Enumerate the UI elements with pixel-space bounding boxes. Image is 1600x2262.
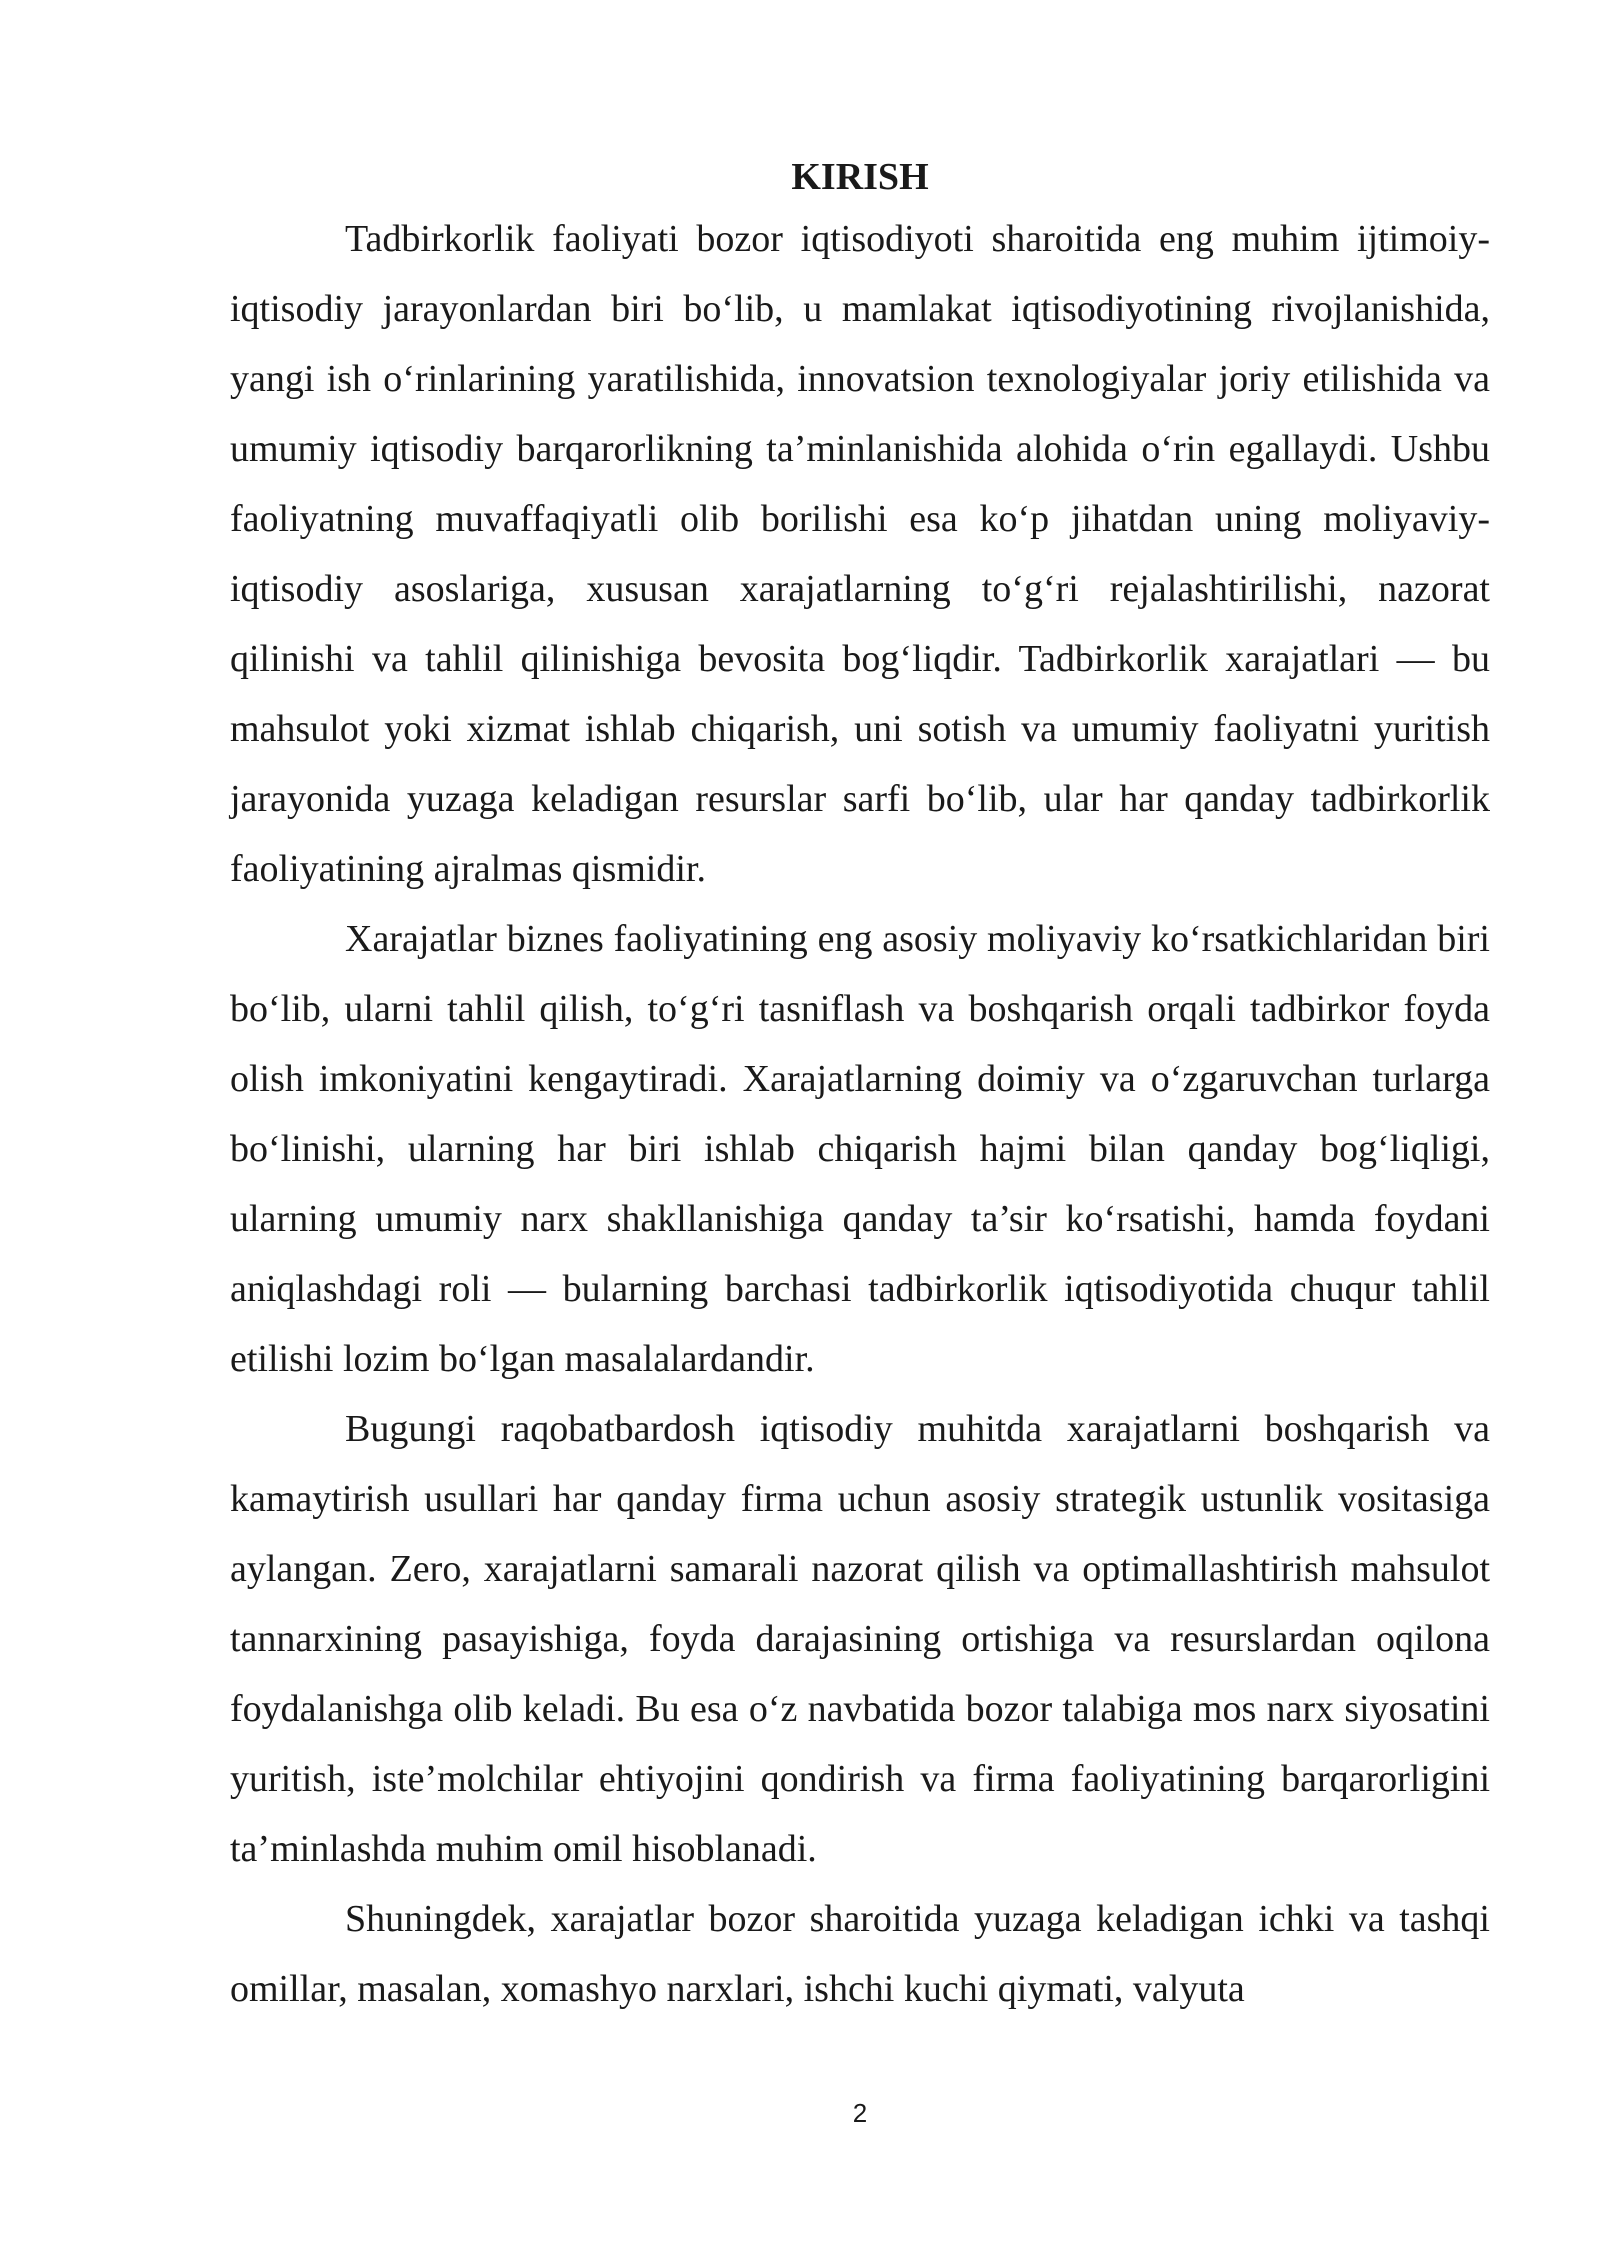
paragraph-1: Tadbirkorlik faoliyati bozor iqtisodiyoti sharoitida eng muhim ijtimoiy-iqtisodiy jarayonlardan biri bo‘lib, u mamlakat iqtisodiyotining rivojlanishida, yangi ish o‘rinlarining yaratilishida, innovatsion texnologiyalar joriy etilishida va umumiy iqtisodiy barqarorlikning ta’minlanishida alohida o‘rin egallaydi. Ushbu faoliyatning muvaffaqiyatli olib borilishi esa ko‘p jihatdan uning moliyaviy-iqtisodiy asoslariga, xususan xarajatlarning to‘g‘ri rejalashtirilishi, nazorat qilinishi va tahlil qilinishiga bevosita bog‘liqdir. Tadbirkorlik xarajatlari — bu mahsulot yoki xizmat ishlab chiqarish, uni sotish va umumiy faoliyatni yuritish jarayonida yuzaga keladigan resurslar sarfi bo‘lib, ular har qanday tadbirkorlik faoliyatining ajralmas qismidir.: [230, 218, 1490, 890]
paragraph-4: Shuningdek, xarajatlar bozor sharoitida yuzaga keladigan ichki va tashqi omillar, masalan, xomashyo narxlari, ishchi kuchi qiymati, valyuta: [230, 1898, 1490, 2010]
page-number: 2: [852, 2098, 868, 2128]
page-title: KIRISH: [791, 156, 929, 198]
paragraph-3: Bugungi raqobatbardosh iqtisodiy muhitda xarajatlarni boshqarish va kamaytirish usullari har qanday firma uchun asosiy strategik ustunlik vositasiga aylangan. Zero, xarajatlarni samarali nazorat qilish va optimallashtirish mahsulot tannarxining pasayishiga, foyda darajasining ortishiga va resurslardan oqilona foydalanishga olib keladi. Bu esa o‘z navbatida bozor talabiga mos narx siyosatini yuritish, iste’molchilar ehtiyojini qondirish va firma faoliyatining barqarorligini ta’minlashda muhim omil hisoblanadi.: [230, 1408, 1490, 1870]
page-content: [230, 150, 1490, 2024]
paragraph-2: Xarajatlar biznes faoliyatining eng asosiy moliyaviy ko‘rsatkichlaridan biri bo‘lib, ularni tahlil qilish, to‘g‘ri tasniflash va boshqarish orqali tadbirkor foyda olish imkoniyatini kengaytiradi. Xarajatlarning doimiy va o‘zgaruvchan turlarga bo‘linishi, ularning har biri ishlab chiqarish hajmi bilan qanday bog‘liqligi, ularning umumiy narx shakllanishiga qanday ta’sir ko‘rsatishi, hamda foydani aniqlashdagi roli — bularning barchasi tadbirkorlik iqtisodiyotida chuqur tahlil etilishi lozim bo‘lgan masalalardandir.: [230, 918, 1490, 1380]
